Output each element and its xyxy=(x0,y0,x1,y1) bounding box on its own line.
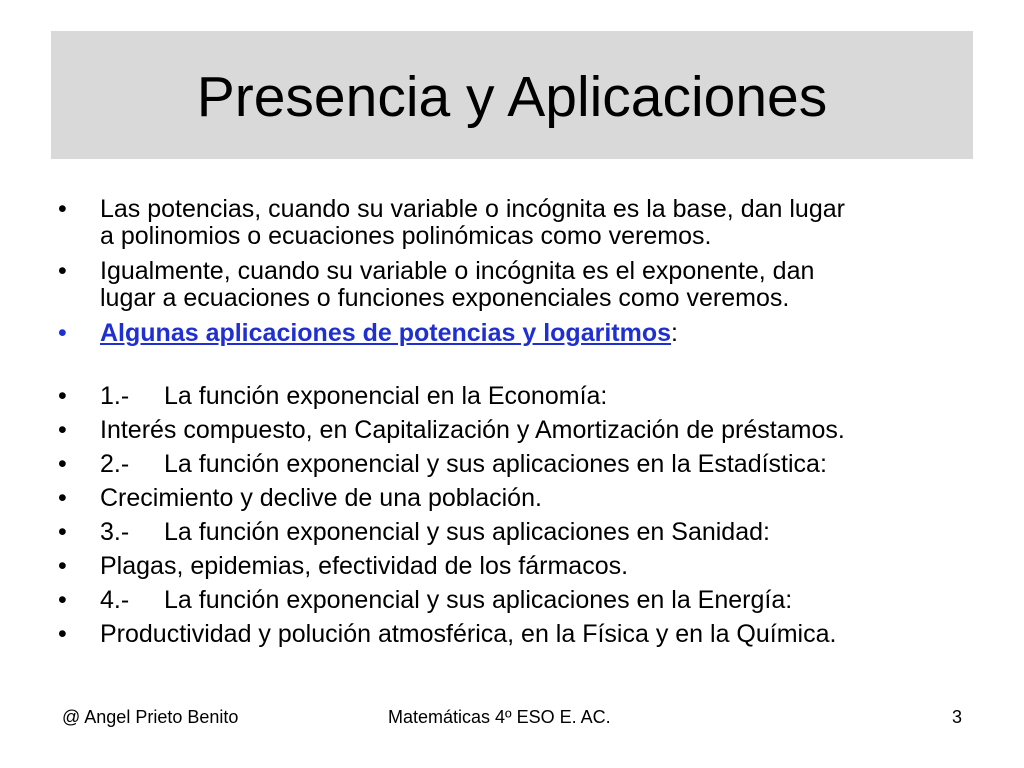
bullet-marker: • xyxy=(58,382,67,410)
bullet-text: a polinomios o ecuaciones polinómicas como veremos. xyxy=(100,222,712,250)
bullet-marker: • xyxy=(58,257,67,285)
bullet-item xyxy=(56,553,966,580)
bullet-text: La función exponencial y sus aplicaciones en la Energía: xyxy=(164,586,793,614)
bullet-marker: • xyxy=(58,450,67,478)
bullet-text: Plagas, epidemias, efectividad de los fármacos. xyxy=(100,552,629,580)
page-number: 3 xyxy=(952,707,963,727)
slide-title: Presencia y Aplicaciones xyxy=(196,64,828,129)
bullet-item xyxy=(56,383,966,410)
title-banner xyxy=(51,31,973,159)
bullet-marker: • xyxy=(58,552,67,580)
bullet-item xyxy=(56,587,966,614)
bullet-item xyxy=(56,320,966,347)
bullet-text: Las potencias, cuando su variable o incógnita es la base, dan lugar xyxy=(100,195,845,223)
bullet-item xyxy=(56,485,966,512)
bullet-text: La función exponencial en la Economía: xyxy=(164,382,608,410)
bullet-item xyxy=(56,417,966,444)
footer-author: @ Angel Prieto Benito xyxy=(62,707,239,727)
bullet-text: : xyxy=(671,319,678,347)
bullet-item xyxy=(56,258,966,312)
bullet-text: Crecimiento y declive de una población. xyxy=(100,484,542,512)
bullet-text: La función exponencial y sus aplicaciones en Sanidad: xyxy=(164,518,770,546)
bullet-item xyxy=(56,621,966,648)
bullet-marker: • xyxy=(58,319,67,347)
bullet-number: 4.- xyxy=(100,586,130,614)
bullet-text: Interés compuesto, en Capitalización y Amortización de préstamos. xyxy=(100,416,845,444)
bullet-marker: • xyxy=(58,518,67,546)
bullet-number: 2.- xyxy=(100,450,130,478)
bullet-marker: • xyxy=(58,416,67,444)
bullet-number: 1.- xyxy=(100,382,130,410)
bullet-text: Productividad y polución atmosférica, en la Física y en la Química. xyxy=(100,620,837,648)
footer-course: Matemáticas 4º ESO E. AC. xyxy=(388,707,611,727)
bullet-text: lugar a ecuaciones o funciones exponenciales como veremos. xyxy=(100,284,790,312)
bullet-item xyxy=(56,196,966,250)
bullet-text: Igualmente, cuando su variable o incógnita es el exponente, dan xyxy=(100,257,815,285)
bullet-marker: • xyxy=(58,586,67,614)
bullet-marker: • xyxy=(58,620,67,648)
bullet-marker: • xyxy=(58,484,67,512)
bullet-item xyxy=(56,451,966,478)
bullet-item xyxy=(56,519,966,546)
applications-link[interactable]: Algunas aplicaciones de potencias y logaritmos xyxy=(100,319,671,347)
bullet-number: 3.- xyxy=(100,518,130,546)
bullet-text: La función exponencial y sus aplicaciones en la Estadística: xyxy=(164,450,827,478)
bullet-marker: • xyxy=(58,195,67,223)
bullet-list xyxy=(56,190,966,648)
